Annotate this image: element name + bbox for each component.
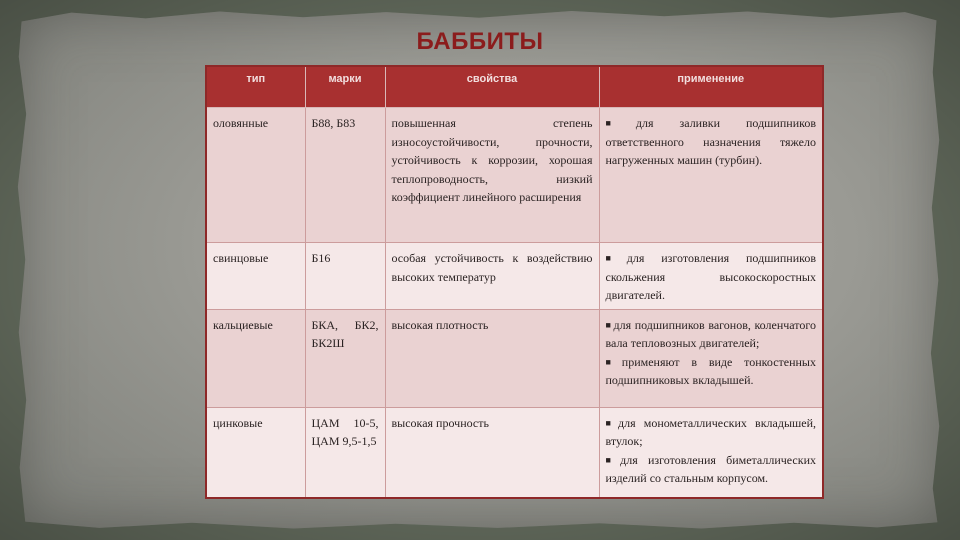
square-bullet-icon: ■ — [605, 319, 612, 330]
table-row — [206, 407, 823, 498]
cell-type: оловянные — [206, 108, 305, 243]
cell-application — [599, 309, 823, 407]
application-item: ■ для заливки подшипников ответственного назначения тяжело нагруженных машин (турбин). — [605, 116, 816, 167]
square-bullet-icon: ■ — [605, 253, 625, 263]
table-header-row — [206, 66, 823, 108]
header-properties: свойства — [385, 66, 599, 108]
cell-type: свинцовые — [206, 243, 305, 310]
cell-application — [599, 407, 823, 498]
square-bullet-icon: ■ — [605, 118, 634, 128]
cell-application — [599, 243, 823, 310]
cell-marks: Б16 — [305, 243, 385, 310]
cell-type: цинковые — [206, 407, 305, 498]
babbit-table — [205, 65, 824, 499]
cell-marks: ЦАМ 10-5, ЦАМ 9,5-1,5 — [305, 407, 385, 498]
table-row — [206, 309, 823, 407]
cell-properties: высокая плотность — [385, 309, 599, 407]
header-type: тип — [206, 66, 305, 108]
table-row — [206, 243, 823, 310]
cell-properties: высокая прочность — [385, 407, 599, 498]
table-row — [206, 108, 823, 243]
application-item: ■ для изготовления биметаллических изделий со стальным корпусом. — [605, 452, 817, 485]
cell-marks: БКА, БК2, БК2Ш — [305, 309, 385, 407]
application-item: ■ применяют в виде тонкостенных подшипниковых вкладышей. — [605, 354, 816, 387]
square-bullet-icon: ■ — [605, 454, 619, 465]
application-item: ■ для монометаллических вкладышей, втулок; — [605, 415, 817, 448]
square-bullet-icon: ■ — [605, 356, 620, 367]
square-bullet-icon: ■ — [605, 417, 617, 428]
cell-properties: особая устойчивость к воздействию высоких температур — [385, 243, 599, 310]
header-application: применение — [599, 66, 823, 108]
application-item: ■ для подшипников вагонов, коленчатого вала тепловозных двигателей; — [605, 317, 817, 350]
cell-marks: Б88, Б83 — [305, 108, 385, 243]
cell-type: кальциевые — [206, 309, 305, 407]
application-item: ■ для изготовления подшипников скольжения высокоскоростных двигателей. — [605, 251, 817, 302]
cell-application — [599, 108, 823, 243]
cell-properties: повышенная степень износоустойчивости, прочности, устойчивость к коррозии, хорошая теплопроводность, низкий коэффициент линейного расширения — [385, 108, 599, 243]
header-marks: марки — [305, 66, 385, 108]
slide-title: БАББИТЫ — [416, 28, 544, 55]
